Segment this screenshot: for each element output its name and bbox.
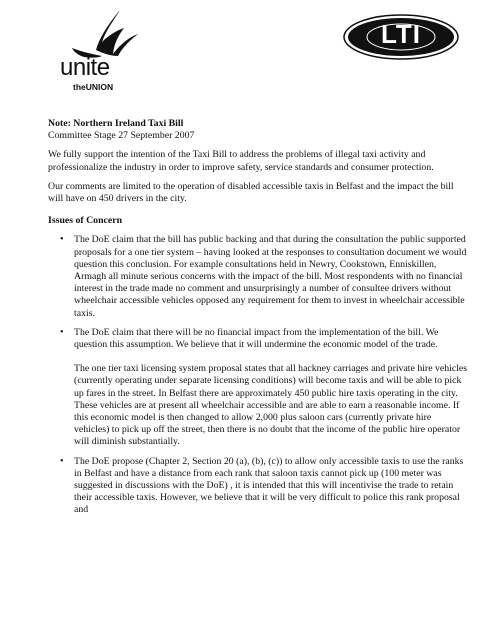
issue-text-3: The DoE propose (Chapter 2, Section 20 (a), (b), (c)) to allow only accessible taxis to use the ranks in Belfast and have a distance from each rank that saloon taxis cannot pick up (100 meter was suggested in discussions with the DoE) , it is intended that this will incentivise the trade to retain their accessible taxis. However, we believe that it will be very difficult to police this rank proposal and xyxy=(74,455,464,516)
document-body xyxy=(48,118,468,524)
note-title: Note: Northern Ireland Taxi Bill xyxy=(48,118,184,129)
list-item xyxy=(60,234,468,319)
lti-wordmark: LTI xyxy=(380,19,422,49)
issues-list xyxy=(48,234,468,516)
unite-tagline: theUNION xyxy=(73,82,114,92)
note-subtitle: Committee Stage 27 September 2007 xyxy=(48,130,195,142)
intro-paragraph-1: We fully support the intention of the Taxi Bill to address the problems of illegal taxi activity and professionalize the industry in order to improve safety, service standards and consumer protection. xyxy=(48,149,434,173)
issue-text-1: The DoE claim that the bill has public backing and that during the consultation the public supported proposals for a one tier system – having looked at the responses to consultation document we would question this conclusion. For example consultations held in Newry, Cookstown, Enniskillen, Armagh all minute serious concerns with the impact of the bill. Most respondents with no financial interest in the trade made no comment and unsurprisingly a number of consultee drivers without wheelchair accessible vehicles opposed any requirement for them to invest in wheelchair accessible taxis. xyxy=(74,234,467,319)
bullet-icon: • xyxy=(60,455,64,467)
list-item xyxy=(60,326,468,449)
unite-wordmark: unite xyxy=(60,54,110,81)
list-item xyxy=(60,455,468,517)
intro-paragraph-2: Our comments are limited to the operation of disabled accessible taxis in Belfast and the impact the bill will have on 450 drivers in the city. xyxy=(48,180,454,205)
issues-heading: Issues of Concern xyxy=(48,215,123,227)
bullet-icon: • xyxy=(60,326,64,338)
issue-subparagraph-2: The one tier taxi licensing system proposal states that all hackney carriages and private hire vehicles (currently operating under separate licensing conditions) will become taxis and will be able to pick up fares in the street. In Belfast there are approximately 450 public hire taxis operating in the city. These vehicles are at present all wheelchair accessible and are able to earn a reasonable income. If this economic model is then changed to allow 2,000 plus saloon cars (currently private hire vehicles) to pick up off the street, then there is no doubt that the income of the public hire operator will diminish substantially. xyxy=(74,363,468,448)
bullet-icon: • xyxy=(60,234,64,246)
issue-text-2: The DoE claim that there will be no financial impact from the implementation of the bill. We question this assumption. We believe that it will undermine the economic model of the trade. xyxy=(74,326,439,351)
